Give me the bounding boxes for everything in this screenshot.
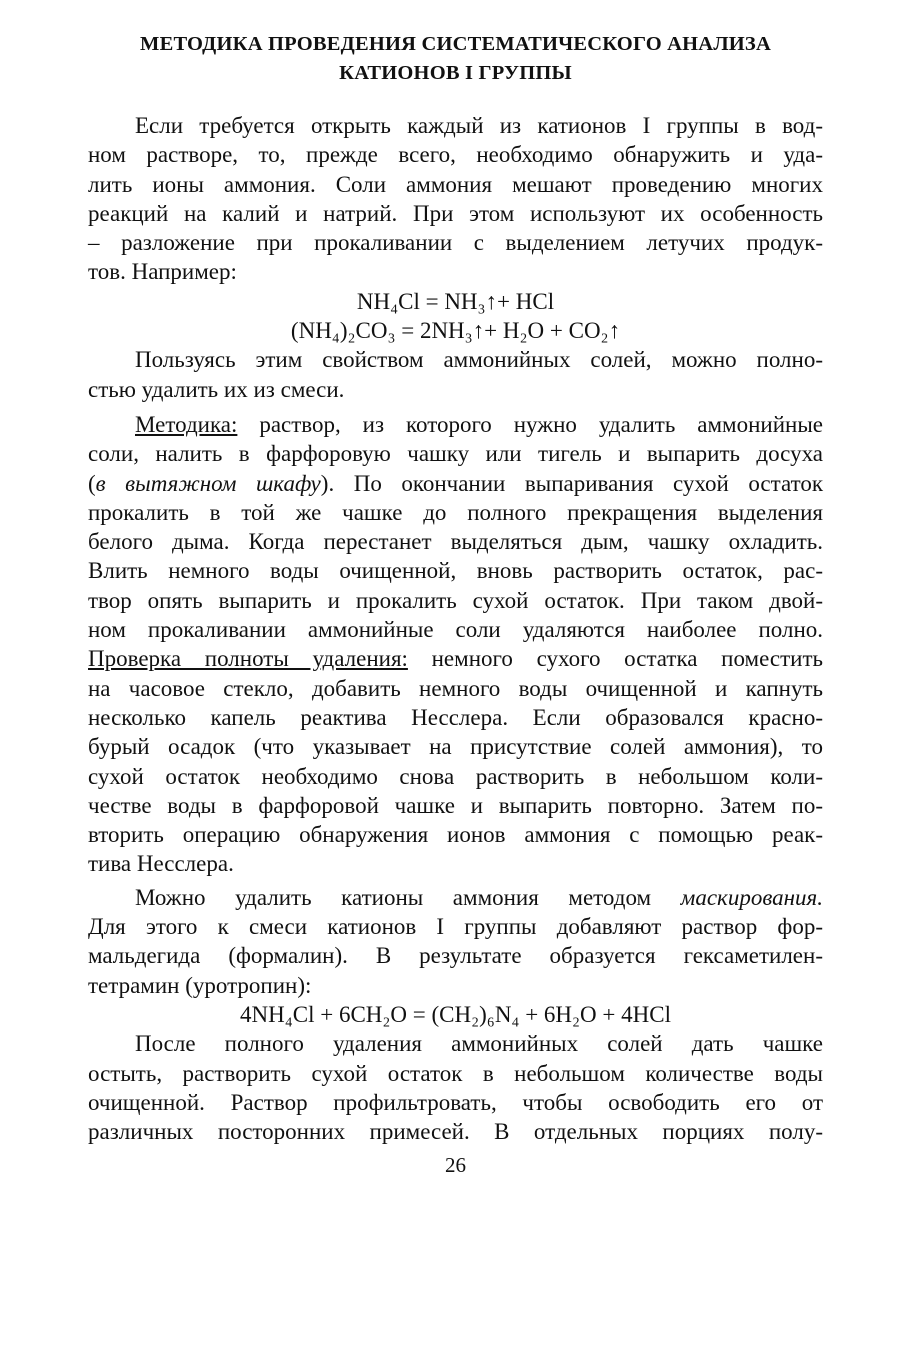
text-line: (в вытяжном шкафу). По окончании выпаривания сухой остаток bbox=[88, 470, 824, 496]
text-line: прокалить в той же чашке до полного прекращения выделения bbox=[88, 499, 823, 525]
text-line: соли, налить в фарфоровую чашку или тигель и выпарить досуха bbox=[88, 441, 823, 467]
masking-term: маскирования. bbox=[680, 884, 823, 910]
text-line: очищенной. Раствор профильтровать, чтобы освободить его от bbox=[88, 1089, 823, 1115]
text-line: тов. Например: bbox=[88, 259, 237, 285]
text-line: Если требуется открыть каждый из катионов I группы в вод- bbox=[135, 113, 823, 138]
heading-line-1: МЕТОДИКА ПРОВЕДЕНИЯ СИСТЕМАТИЧЕСКОГО АНАЛИЗА bbox=[140, 33, 771, 55]
text-line: После полного удаления аммонийных солей дать чашке bbox=[135, 1031, 823, 1057]
equation-ammonium-carbonate: (NH₄)₂CO₃ = 2NH₃↑+ H₂O + CO₂↑ bbox=[290, 318, 621, 344]
text-line: Методика: раствор, из которого нужно удалить аммонийные bbox=[135, 411, 823, 437]
text-line: различных посторонних примесей. В отдельных порциях полу- bbox=[88, 1119, 823, 1145]
text-line: ном прокаливании аммонийные соли удаляются наиболее полно. bbox=[88, 617, 823, 643]
text-line: на часовое стекло, добавить немного воды очищенной и капнуть bbox=[88, 675, 823, 701]
text-line: Можно удалить катионы аммония методом маскирования. bbox=[135, 884, 823, 910]
text-line: лить ионы аммония. Соли аммония мешают проведению многих bbox=[88, 171, 823, 197]
text-line: бурый осадок (что указывает на присутствие солей аммония), то bbox=[88, 734, 823, 760]
paragraph-intro bbox=[88, 111, 823, 287]
text-line: стью удалить их из смеси. bbox=[88, 376, 345, 402]
paragraph-method bbox=[88, 410, 823, 879]
fume-hood-note: в вытяжном шкафу bbox=[95, 470, 321, 496]
equation-urotropin: 4NH₄Cl + 6CH₂O = (CH₂)₆N₄ + 6H₂O + 4HCl bbox=[240, 1001, 671, 1027]
text-line: Пользуясь этим свойством аммонийных солей, можно полно- bbox=[135, 347, 823, 373]
text-line: остыть, растворить сухой остаток в небольшом количестве воды bbox=[88, 1060, 823, 1086]
document-page bbox=[88, 30, 824, 1177]
page-number: 26 bbox=[445, 1153, 466, 1177]
text-line: – разложение при прокаливании с выделением летучих продук- bbox=[88, 230, 823, 256]
text-line: несколько капель реактива Несслера. Если образовался красно- bbox=[88, 704, 823, 730]
text-line: вторить операцию обнаружения ионов аммония с помощью реак- bbox=[88, 822, 823, 848]
text-line: Для этого к смеси катионов I группы добавляют раствор фор- bbox=[88, 914, 823, 940]
text-line: мальдегида (формалин). В результате образуется гексаметилен- bbox=[88, 943, 823, 969]
heading-line-2: КАТИОНОВ I ГРУППЫ bbox=[339, 62, 572, 84]
text-line: реакций на калий и натрий. При этом используют их особенность bbox=[88, 200, 823, 226]
text-line: тива Несслера. bbox=[88, 851, 234, 877]
section-heading bbox=[88, 30, 823, 88]
text-line: честве воды в фарфоровой чашке и выпарить повторно. Затем по- bbox=[88, 792, 823, 818]
method-label: Методика: bbox=[135, 411, 238, 437]
text-line: белого дыма. Когда перестанет выделяться дым, чашку охладить. bbox=[88, 529, 823, 555]
text-line: твор опять выпарить и прокалить сухой остаток. При таком двой- bbox=[88, 587, 823, 613]
text-line: тетрамин (уротропин): bbox=[88, 972, 312, 998]
check-label: Проверка полноты удаления: bbox=[88, 646, 408, 672]
equation-ammonium-chloride: NH₄Cl = NH₃↑+ HCl bbox=[356, 288, 555, 314]
text-line: Проверка полноты удаления: немного сухого остатка поместить bbox=[88, 646, 823, 672]
text-line: ном растворе, то, прежде всего, необходимо обнаружить и уда- bbox=[88, 142, 823, 168]
paragraph-masking bbox=[88, 883, 823, 1000]
paragraph-after-removal bbox=[88, 1029, 823, 1146]
text-line: Влить немного воды очищенной, вновь растворить остаток, рас- bbox=[88, 558, 823, 584]
paragraph-property bbox=[88, 345, 823, 404]
text-line: сухой остаток необходимо снова растворить в небольшом коли- bbox=[88, 763, 823, 789]
